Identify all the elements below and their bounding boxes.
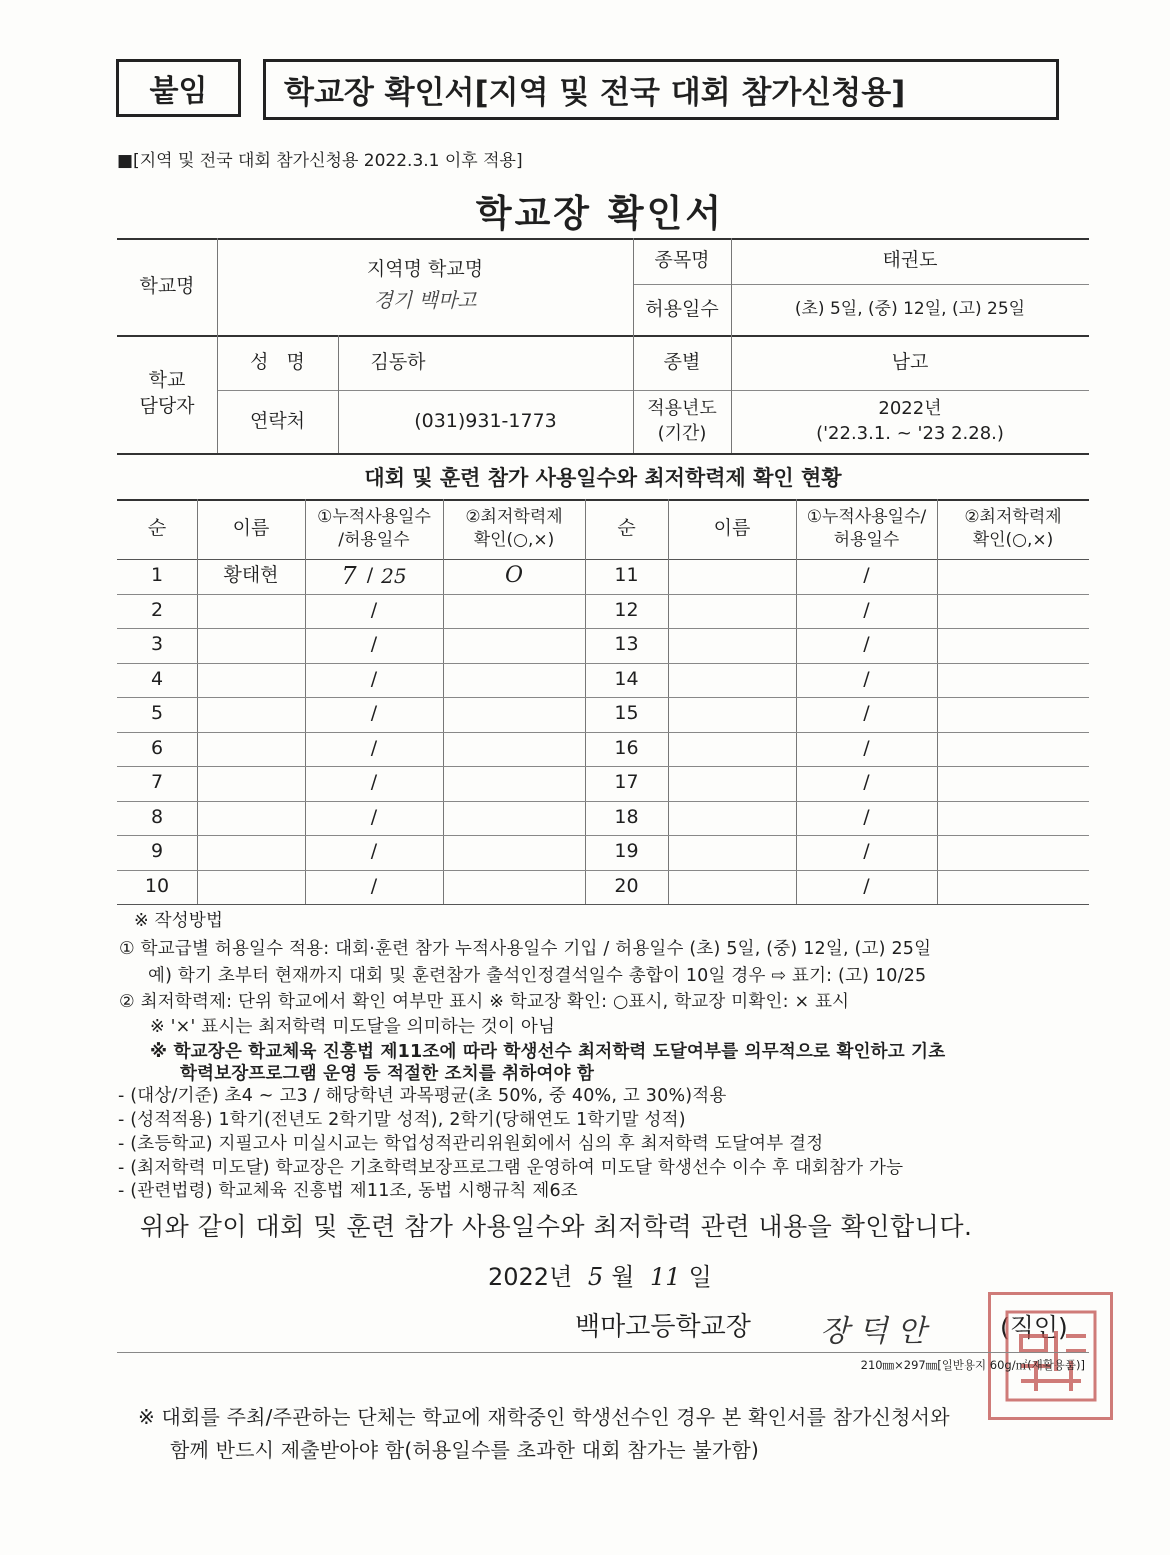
writing-guide-line: 학력보장프로그램 운영 등 적절한 조치를 취하여야 함	[180, 1064, 595, 1084]
row-name-left: 황태현	[223, 564, 279, 587]
row-name-right	[668, 766, 796, 801]
row-name-left	[197, 835, 305, 870]
row-days-right: /	[863, 702, 870, 725]
seal-pattern-icon	[1001, 1306, 1101, 1406]
row-number-right: 11	[614, 564, 639, 587]
row-name-right	[668, 559, 796, 594]
row-grade-check-right	[937, 628, 1089, 663]
row-number-left: 3	[150, 633, 164, 656]
row-number-left: 5	[150, 702, 164, 725]
header-title-box	[263, 59, 1059, 120]
row-days-left	[305, 628, 443, 663]
table-row-divider	[117, 904, 1089, 905]
row-name-left	[197, 594, 305, 629]
row-grade-check-left	[443, 732, 585, 767]
writing-guide-line: - (성적적용) 1학기(전년도 2학기말 성적), 2학기(당해연도 1학기말 성적)	[118, 1110, 686, 1130]
row-days-slash: /	[370, 805, 378, 828]
row-name-left	[197, 766, 305, 801]
row-number-right: 19	[614, 840, 639, 863]
row-number-right: 15	[614, 702, 639, 725]
row-grade-check-left	[443, 766, 585, 801]
row-grade-check-right	[937, 835, 1089, 870]
sport-value: 태권도	[882, 249, 938, 272]
row-days-left	[305, 559, 443, 594]
row-name-left	[197, 663, 305, 698]
row-name-right	[668, 663, 796, 698]
contact-label: 연락처	[249, 409, 306, 432]
footer-note-2: 함께 반드시 제출받아야 함(허용일수를 초과한 대회 참가는 불가함)	[170, 1438, 759, 1462]
gender-label: 종별	[663, 350, 701, 373]
row-grade-check-right	[937, 732, 1089, 767]
principal-title: 백마고등학교장	[575, 1312, 751, 1342]
row-name-right	[668, 732, 796, 767]
attachment-tag	[116, 59, 241, 117]
header-name-left: 이름	[232, 517, 270, 540]
row-name-left	[197, 870, 305, 905]
header-days-left-line2: /허용일수	[338, 530, 410, 550]
row-number-left: 8	[150, 805, 164, 828]
date-month: 5	[587, 1263, 604, 1291]
sport-label: 종목명	[654, 249, 710, 272]
writing-guide-line: 예) 학기 초부터 현재까지 대회 및 훈련참가 출석인정결석일수 총합이 10일 경우 ⇨ 표기: (고) 10/25	[148, 966, 927, 986]
row-grade-check-left	[443, 697, 585, 732]
manager-name-label: 성 명	[250, 350, 305, 373]
manager-label-line1: 학교	[148, 369, 186, 392]
row-number-left: 4	[150, 667, 164, 690]
confirmation-statement: 위와 같이 대회 및 훈련 참가 사용일수와 최저학력 관련 내용을 확인합니다.	[140, 1212, 973, 1241]
allowed-days-value: (초) 5일, (중) 12일, (고) 25일	[794, 299, 1026, 320]
row-days-left	[305, 766, 443, 801]
header-grade-left-line2: 확인(○,×)	[473, 530, 555, 550]
header-days-right	[796, 499, 937, 559]
year-value	[731, 390, 1089, 453]
row-grade-check-left	[443, 628, 585, 663]
row-name-right	[668, 870, 796, 905]
row-grade-check-right	[937, 870, 1089, 905]
row-days-right: /	[863, 840, 870, 863]
row-number-left: 9	[150, 840, 164, 863]
row-number-right: 20	[614, 874, 639, 897]
year-label-line2: (기간)	[657, 422, 707, 444]
row-number-right: 17	[614, 771, 639, 794]
gender-value: 남고	[891, 350, 929, 373]
row-days-right: /	[863, 805, 870, 828]
writing-guide-line: ※ 학교장은 학교체육 진흥법 제11조에 따라 학생선수 최저학력 도달여부를 의무적으로 확인하고 기초	[150, 1042, 946, 1062]
attachment-tag-text: 붙임	[149, 74, 208, 109]
school-name-label: 학교명	[139, 274, 195, 297]
row-name-right	[668, 801, 796, 836]
subtitle-note: ■[지역 및 전국 대회 참가신청용 2022.3.1 이후 적용]	[117, 151, 523, 171]
row-name-right	[668, 594, 796, 629]
row-days-left	[305, 835, 443, 870]
row-name-right	[668, 697, 796, 732]
row-grade-check-right	[937, 559, 1089, 594]
paper-spec: 210㎜×297㎜[일반용지 60g/㎡(재활용품)]	[860, 1358, 1085, 1372]
official-seal	[988, 1292, 1113, 1420]
row-days-slash: /	[370, 667, 378, 690]
year-label-line1: 적용년도	[647, 398, 717, 420]
writing-guide-heading: ※ 작성방법	[134, 911, 224, 931]
row-days-right: /	[863, 667, 870, 690]
row-number-right: 13	[614, 633, 639, 656]
row-number-left: 2	[150, 598, 164, 621]
header-no-left: 순	[147, 517, 167, 540]
row-days-right: /	[863, 736, 870, 759]
row-grade-check-right	[937, 801, 1089, 836]
row-number-left: 6	[150, 736, 164, 759]
row-name-left	[197, 697, 305, 732]
header-grade-right-line1: ②최저학력제	[964, 507, 1062, 528]
row-days-right: /	[863, 598, 870, 621]
row-name-left	[197, 801, 305, 836]
row-days-slash: /	[370, 633, 378, 656]
date-year: 2022년	[488, 1263, 573, 1291]
header-grade-right	[937, 499, 1089, 559]
header-no-right: 순	[617, 517, 636, 540]
row-grade-check-left	[443, 835, 585, 870]
row-number-right: 12	[614, 598, 639, 621]
school-sub-label: 지역명 학교명	[366, 258, 484, 281]
header-title: 학교장 확인서[지역 및 전국 대회 참가신청용]	[284, 75, 906, 111]
row-days-slash: /	[370, 771, 378, 794]
row-name-right	[668, 835, 796, 870]
row-grade-check-left	[443, 870, 585, 905]
school-name-value: 경기 백마고	[373, 287, 477, 312]
row-days-left	[305, 697, 443, 732]
footer-note-1: ※ 대회를 주최/주관하는 단체는 학교에 재학중인 학생선수인 경우 본 확인서를 참가신청서와	[138, 1405, 950, 1429]
row-days-right: /	[863, 771, 870, 794]
allowed-days-label: 허용일수	[645, 297, 719, 320]
manager-label-line2: 담당자	[139, 395, 195, 417]
header-days-right-line1: ①누적사용일수/	[806, 507, 927, 528]
date-day-unit: 일	[688, 1263, 712, 1291]
date-day: 11	[650, 1263, 681, 1291]
row-days-slash: /	[370, 736, 378, 759]
writing-guide-line: ※ '×' 표시는 최저학력 미도달을 의미하는 것이 아님	[150, 1017, 556, 1037]
row-grade-check-right	[937, 663, 1089, 698]
table-section-title: 대회 및 훈련 참가 사용일수와 최저학력제 확인 현황	[364, 466, 842, 490]
row-days-left	[305, 663, 443, 698]
row-days-right: /	[863, 633, 870, 656]
year-label	[633, 390, 731, 453]
header-days-right-line2: 허용일수	[833, 530, 900, 550]
row-number-left: 1	[150, 564, 164, 587]
row-grade-check-left	[443, 801, 585, 836]
header-grade-right-line2: 확인(○,×)	[972, 530, 1054, 550]
issue-date	[488, 1257, 712, 1292]
header-name-right: 이름	[713, 517, 751, 540]
row-number-left: 10	[144, 874, 170, 897]
row-days-right: /	[863, 874, 870, 897]
row-days-left	[305, 801, 443, 836]
header-grade-left-line1: ②최저학력제	[465, 507, 563, 528]
row-name-right	[668, 628, 796, 663]
row-days-slash: /	[370, 702, 378, 725]
header-grade-left	[443, 499, 585, 559]
date-month-unit: 월	[611, 1263, 635, 1291]
writing-guide-line: ① 학교급별 허용일수 적용: 대회·훈련 참가 누적사용일수 기입 / 허용일수 (초) 5일, (중) 12일, (고) 25일	[119, 939, 932, 959]
row-days-right: /	[863, 564, 870, 587]
row-grade-check-right	[937, 697, 1089, 732]
row-days-allowed: 25	[381, 563, 407, 588]
writing-guide-line: - (관련법령) 학교체육 진흥법 제11조, 동법 시행규칙 제6조	[118, 1181, 578, 1201]
document-title: 학교장 확인서	[475, 192, 725, 235]
row-grade-check-right	[937, 766, 1089, 801]
row-name-left	[197, 732, 305, 767]
manager-label	[117, 335, 217, 453]
row-grade-check-left: O	[504, 563, 524, 589]
contact-value: (031)931-1773	[414, 409, 557, 432]
row-days-left	[305, 870, 443, 905]
row-days-slash: /	[370, 874, 378, 897]
row-number-left: 7	[150, 771, 164, 794]
row-number-right: 18	[614, 805, 639, 828]
row-days-used: 7	[341, 562, 357, 591]
writing-guide-line: - (최저학력 미도달) 학교장은 기초학력보장프로그램 운영하여 미도달 학생선수 이수 후 대회참가 가능	[118, 1158, 904, 1178]
writing-guide-line: ② 최저학력제: 단위 학교에서 확인 여부만 표시 ※ 학교장 확인: ○표시, 학교장 미확인: × 표시	[119, 992, 850, 1012]
row-days-left	[305, 732, 443, 767]
row-days-slash: /	[370, 598, 378, 621]
period-value: ('22.3.1. ~ '23 2.28.)	[816, 422, 1004, 444]
row-grade-check-left	[443, 594, 585, 629]
header-days-left	[305, 499, 443, 559]
row-number-right: 16	[614, 736, 639, 759]
year-value-line1: 2022년	[878, 398, 942, 420]
manager-name-value: 김동하	[370, 350, 426, 373]
principal-signature: 장 덕 안	[820, 1314, 927, 1349]
row-days-slash: /	[366, 564, 374, 587]
row-days-left	[305, 594, 443, 629]
row-name-left	[197, 628, 305, 663]
header-days-left-line1: ①누적사용일수	[317, 507, 431, 528]
row-number-right: 14	[614, 667, 639, 690]
row-days-slash: /	[370, 840, 378, 863]
row-grade-check-right	[937, 594, 1089, 629]
writing-guide-line: - (대상/기준) 초4 ~ 고3 / 해당학년 과목평균(초 50%, 중 40%, 고 30%)적용	[118, 1086, 727, 1106]
row-grade-check-left	[443, 663, 585, 698]
writing-guide-line: - (초등학교) 지필고사 미실시교는 학업성적관리위원회에서 심의 후 최저학력 도달여부 결정	[118, 1134, 824, 1154]
seal-label: (직인)	[1000, 1313, 1068, 1342]
